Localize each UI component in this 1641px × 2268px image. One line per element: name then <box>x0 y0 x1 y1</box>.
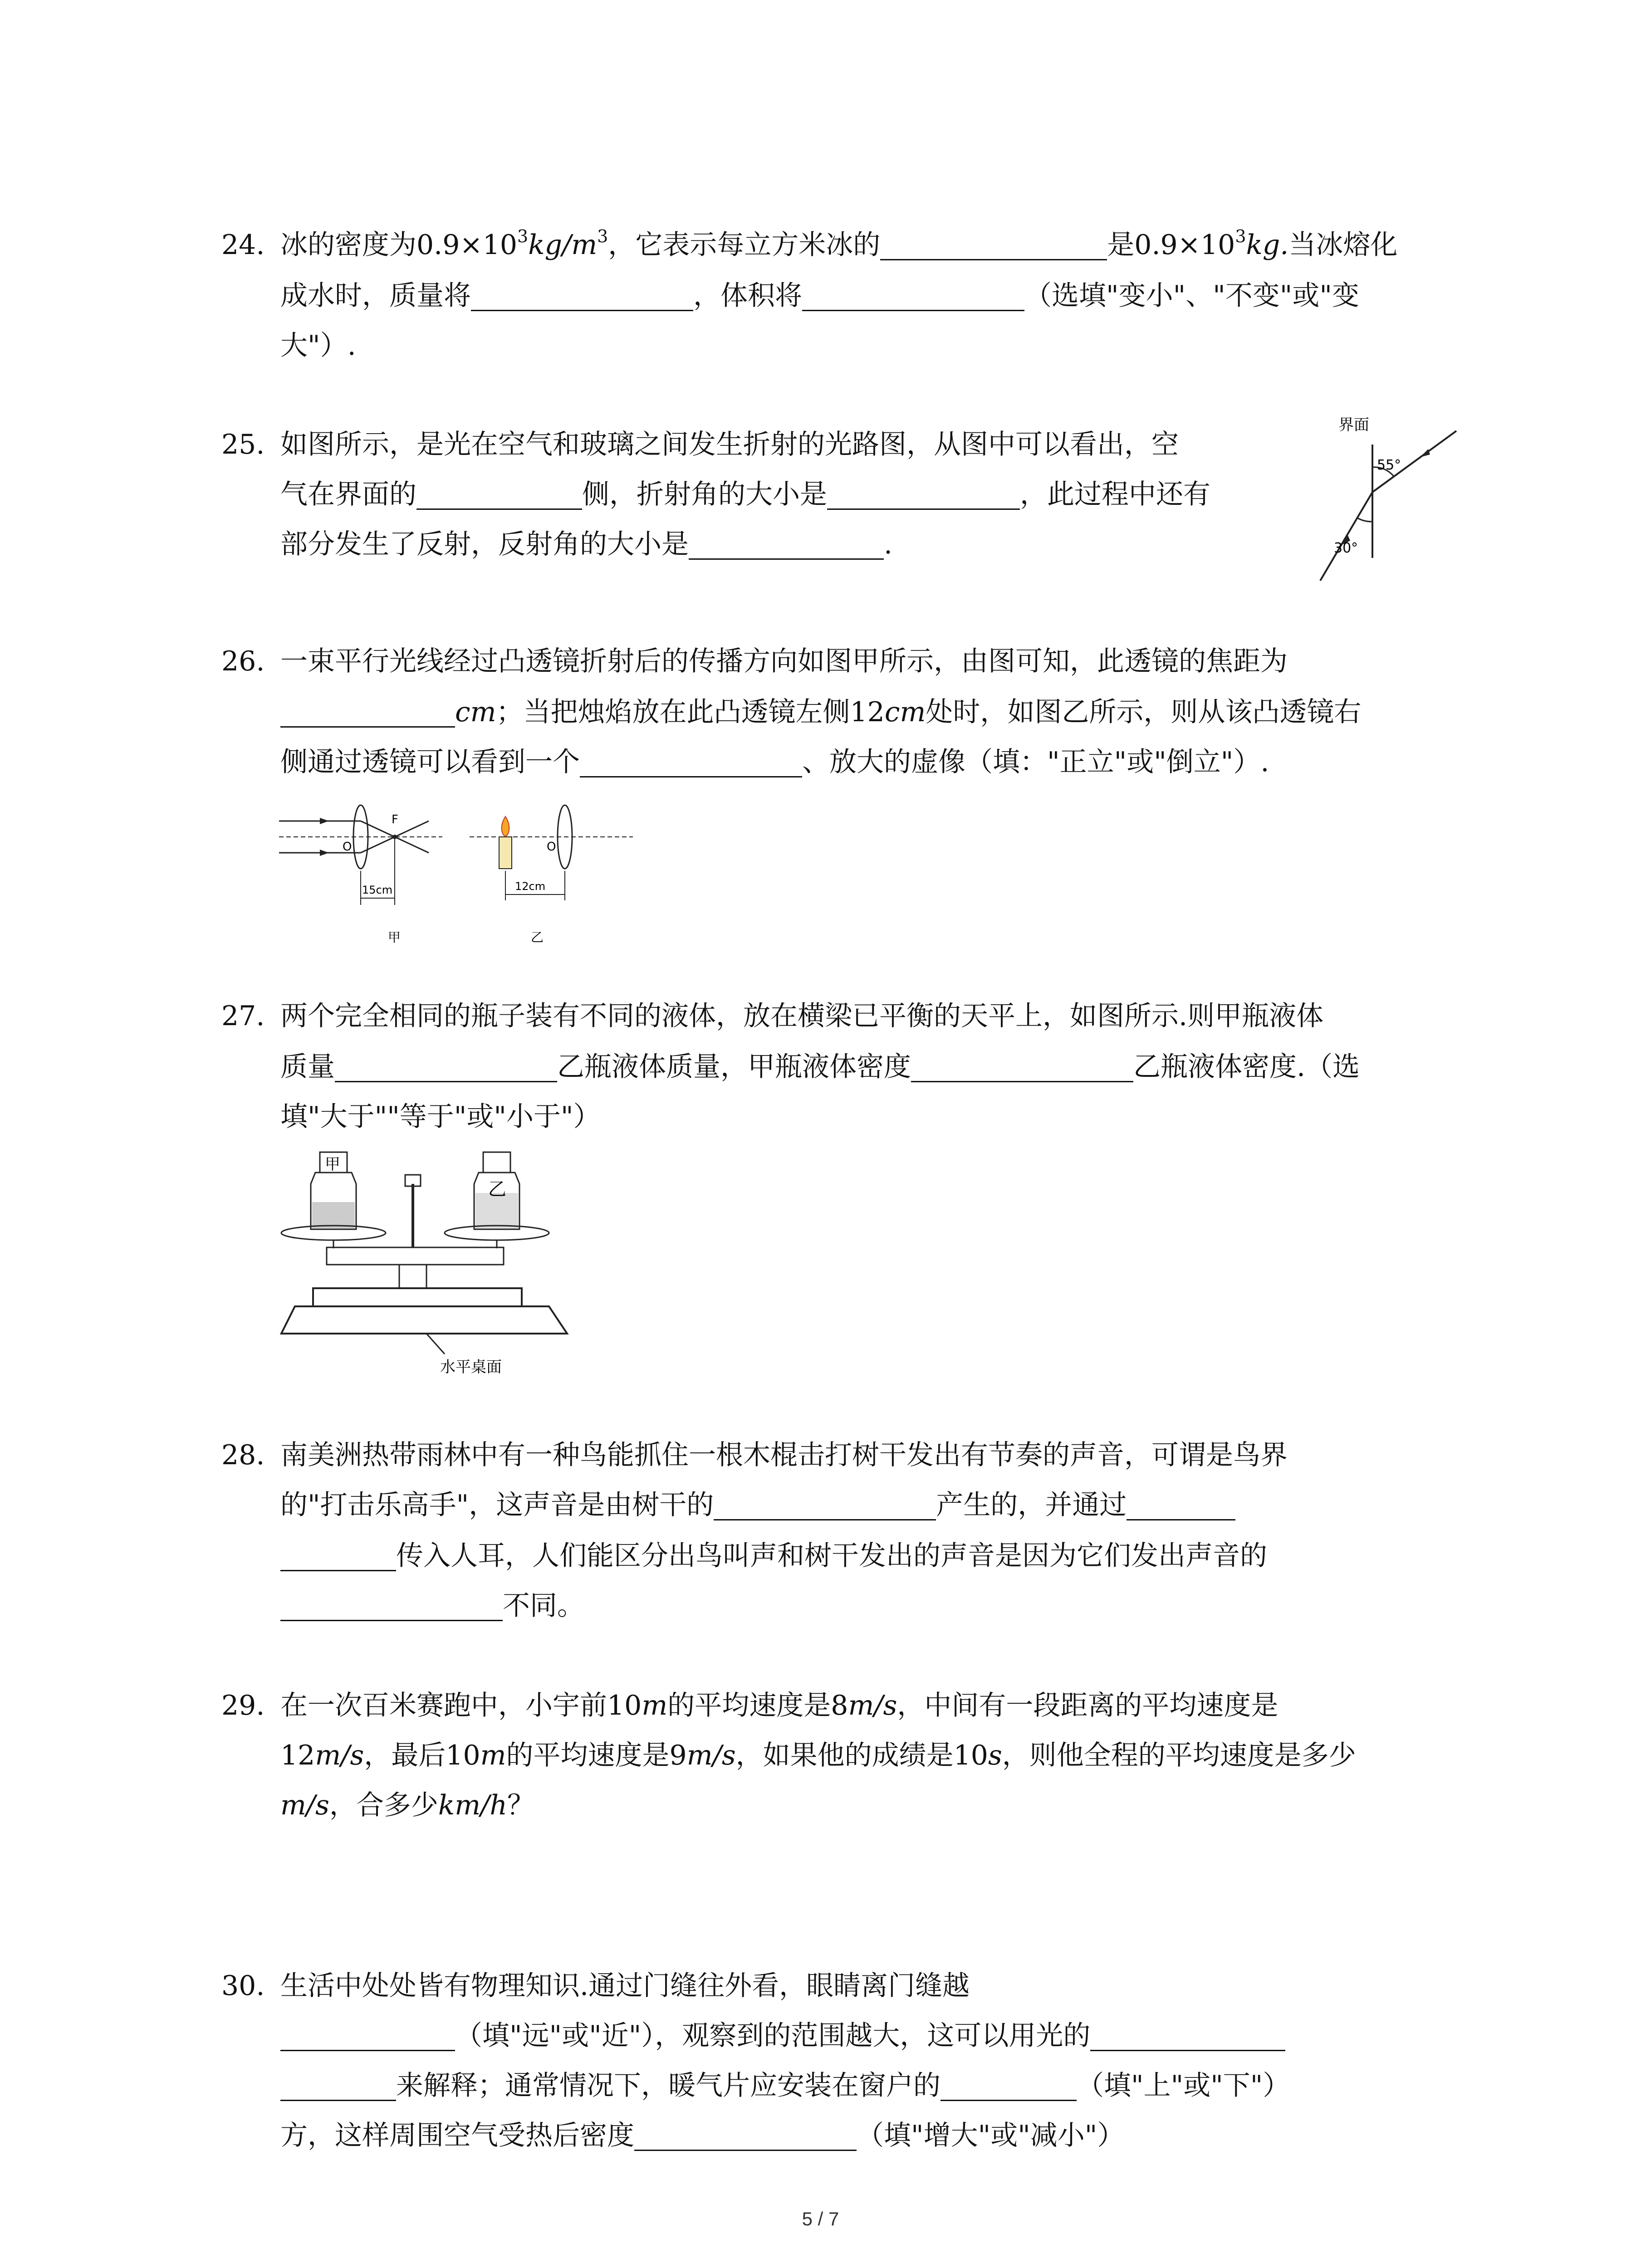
q24-density-value: 0.9×10 <box>416 229 518 261</box>
q27-text: 质量 <box>280 1051 335 1083</box>
q24-blank-2[interactable] <box>471 281 693 311</box>
q29-text: ，最后 <box>364 1740 446 1771</box>
q28-blank-2[interactable] <box>1127 1490 1235 1520</box>
question-30-number: 30. <box>221 1970 265 2002</box>
q28-text: 传入人耳，人们能区分出鸟叫声和树干发出的声音是因为它们发出声音的 <box>396 1540 1267 1572</box>
question-27-line-3: 填"大于""等于"或"小于"） <box>280 1101 601 1133</box>
q24-text: 成水时，质量将 <box>280 280 471 312</box>
q29-number: 9 <box>669 1740 687 1771</box>
q25-blank-3[interactable] <box>689 529 884 560</box>
q29-unit: m <box>480 1740 506 1771</box>
q28-text: 产生的，并通过 <box>936 1489 1127 1521</box>
question-26-line-2 <box>280 694 1361 730</box>
figure-label-b: 乙 <box>531 930 544 945</box>
q27-blank-2[interactable] <box>911 1052 1133 1082</box>
question-27-line-2 <box>280 1049 1360 1085</box>
q24-blank-1[interactable] <box>880 230 1107 260</box>
q24-exp: 3 <box>1235 226 1246 246</box>
angle-55-label: 55° <box>1377 457 1401 473</box>
candle <box>499 837 512 869</box>
question-30-line-2 <box>280 2018 1285 2054</box>
question-24-line-3: 大"）. <box>280 330 356 362</box>
question-29-line-2 <box>280 1737 1356 1774</box>
q24-mass-value: 0.9×10 <box>1134 229 1235 261</box>
q28-text: 不同。 <box>503 1590 584 1622</box>
question-26-number: 26. <box>221 645 265 677</box>
q29-text: ？ <box>507 1789 535 1821</box>
question-30-line-4 <box>280 2117 1124 2154</box>
q25-text: 部分发生了反射，反射角的大小是 <box>280 528 689 560</box>
q25-blank-2[interactable] <box>827 479 1020 510</box>
candle-flame <box>502 816 509 836</box>
q26-number: 12 <box>850 696 885 728</box>
q29-text: 在一次百米赛跑中，小宇前 <box>280 1690 607 1721</box>
q24-exp: 3 <box>517 226 529 246</box>
q30-blank-3[interactable] <box>941 2071 1077 2101</box>
q30-blank-2-cont[interactable] <box>280 2071 396 2101</box>
q26-text: 处时，如图乙所示，则从该凸透镜右 <box>926 696 1362 728</box>
q30-blank-2[interactable] <box>1090 2021 1285 2051</box>
question-26-line-3 <box>280 744 1269 780</box>
q28-blank-2-cont[interactable] <box>280 1541 396 1571</box>
q24-text: ，它表示每立方米冰的 <box>608 229 881 261</box>
q29-text: ，如果他的成绩是 <box>735 1740 954 1771</box>
q24-text: 是 <box>1107 229 1135 261</box>
q27-text: 乙瓶液体质量，甲瓶液体密度 <box>557 1051 911 1083</box>
question-29-number: 29. <box>221 1690 265 1721</box>
q29-unit: m/s <box>848 1690 897 1721</box>
q30-text: （填"增大"或"减小"） <box>857 2120 1125 2151</box>
question-27-line-1: 两个完全相同的瓶子装有不同的液体，放在横梁已平衡的天平上，如图所示.则甲瓶液体 <box>280 1000 1324 1032</box>
balance-diagram <box>277 1143 640 1379</box>
q29-text: ，中间有一段距离的平均速度是 <box>897 1690 1279 1721</box>
q25-text: 气在界面的 <box>280 479 416 510</box>
angle-arc-bottom <box>1357 518 1372 522</box>
bottle-a-liquid <box>312 1202 355 1228</box>
q29-unit: m <box>642 1690 668 1721</box>
base <box>313 1288 522 1306</box>
question-28-number: 28. <box>221 1439 265 1471</box>
q25-blank-1[interactable] <box>416 479 582 510</box>
q24-unit: kg. <box>1246 229 1289 261</box>
q25-text: 侧，折射角的大小是 <box>582 479 827 510</box>
page-number: 5 / 7 <box>802 2208 839 2229</box>
q29-text: 的平均速度是 <box>667 1690 831 1721</box>
q26-unit: cm <box>884 696 926 728</box>
angle-30-label: 30° <box>1334 540 1358 556</box>
q24-text: 当冰熔化 <box>1288 229 1398 261</box>
q29-number: 10 <box>953 1740 988 1771</box>
q29-text: 的平均速度是 <box>506 1740 670 1771</box>
focus-label: F <box>392 813 398 826</box>
q24-text: 冰的密度为 <box>280 229 416 261</box>
q29-number: 8 <box>831 1690 848 1721</box>
question-25-line-1: 如图所示，是光在空气和玻璃之间发生折射的光路图，从图中可以看出，空 <box>280 429 1179 460</box>
question-27-number: 27. <box>221 1000 265 1032</box>
question-26-line-1: 一束平行光线经过凸透镜折射后的传播方向如图甲所示，由图可知，此透镜的焦距为 <box>280 645 1288 677</box>
q28-blank-1[interactable] <box>714 1490 936 1520</box>
question-28-line-4 <box>280 1588 584 1624</box>
question-24-number: 24. <box>221 229 265 261</box>
q29-unit: m/s <box>315 1740 364 1771</box>
beam <box>327 1247 504 1265</box>
question-30-line-3 <box>280 2068 1290 2104</box>
q29-unit: km/h <box>438 1789 508 1821</box>
q30-blank-4[interactable] <box>634 2121 857 2151</box>
bottle-a-label: 甲 <box>325 1155 340 1173</box>
q28-blank-3[interactable] <box>280 1591 503 1621</box>
question-29-line-1 <box>280 1687 1278 1724</box>
q27-blank-1[interactable] <box>335 1052 557 1082</box>
question-25-line-3 <box>280 526 892 562</box>
q26-text: ；当把烛焰放在此凸透镜左侧 <box>496 696 850 728</box>
optical-center-a: O <box>343 840 352 854</box>
q26-text: 侧通过透镜可以看到一个 <box>280 746 580 778</box>
arrow-1 <box>320 818 329 824</box>
lens-diagram <box>279 798 633 948</box>
q28-text: 的"打击乐高手"，这声音是由树干的 <box>280 1489 714 1521</box>
q29-text: ，则他全程的平均速度是多少 <box>1002 1740 1356 1771</box>
question-25-number: 25. <box>221 429 265 460</box>
refraction-diagram <box>1307 413 1461 585</box>
q30-text: 方，这样周围空气受热后密度 <box>280 2120 634 2151</box>
q24-unit-exp: 3 <box>597 226 608 246</box>
question-24-line-1 <box>280 227 1397 263</box>
q24-unit: kg/m <box>528 229 598 261</box>
table <box>281 1306 567 1334</box>
question-28-line-2 <box>280 1487 1235 1523</box>
q27-text: 乙瓶液体密度.（选 <box>1133 1051 1360 1083</box>
arrow-2 <box>320 850 329 856</box>
q26-text: 、放大的虚像（填："正立"或"倒立"）. <box>802 746 1269 778</box>
table-label: 水平桌面 <box>440 1358 502 1376</box>
q30-text: 来解释；通常情况下，暖气片应安装在窗户的 <box>396 2070 941 2102</box>
q29-text: ，合多少 <box>329 1789 438 1821</box>
q29-unit: s <box>988 1740 1002 1771</box>
q24-text: ，体积将 <box>693 280 802 312</box>
q24-text: （选填"变小"、"不变"或"变 <box>1024 280 1359 312</box>
question-24-line-2 <box>280 278 1359 314</box>
q26-blank-1[interactable] <box>280 697 455 728</box>
q30-text: （填"远"或"近"），观察到的范围越大，这可以用光的 <box>455 2020 1091 2052</box>
q29-number: 10 <box>607 1690 642 1721</box>
figure-label-a: 甲 <box>388 930 401 945</box>
interface-label: 界面 <box>1338 416 1369 434</box>
question-29-line-3 <box>280 1787 534 1823</box>
q25-text: . <box>884 528 893 560</box>
distance-12cm: 12cm <box>515 880 546 893</box>
q29-number: 10 <box>446 1740 480 1771</box>
bottle-b-label: 乙 <box>488 1179 506 1200</box>
q30-text: （填"上"或"下"） <box>1077 2070 1290 2102</box>
q24-blank-3[interactable] <box>802 281 1024 311</box>
question-28-line-3 <box>280 1538 1267 1574</box>
arrow-top <box>1420 449 1430 457</box>
distance-15cm: 15cm <box>362 884 393 896</box>
q26-blank-2[interactable] <box>580 747 802 777</box>
bottle-b-cap <box>483 1152 510 1173</box>
q30-blank-1[interactable] <box>280 2021 455 2051</box>
q29-unit: m/s <box>686 1740 736 1771</box>
optical-center-b: O <box>547 840 556 854</box>
question-25-line-2 <box>280 476 1210 513</box>
q29-number: 12 <box>280 1740 315 1771</box>
q25-text: ，此过程中还有 <box>1020 479 1210 510</box>
question-28-line-1: 南美洲热带雨林中有一种鸟能抓住一根木棍击打树干发出有节奏的声音，可谓是鸟界 <box>280 1439 1288 1471</box>
question-30-line-1: 生活中处处皆有物理知识.通过门缝往外看，眼睛离门缝越 <box>280 1970 970 2002</box>
q26-unit: cm <box>455 696 496 728</box>
q29-unit: m/s <box>280 1789 329 1821</box>
table-pointer <box>426 1334 445 1354</box>
